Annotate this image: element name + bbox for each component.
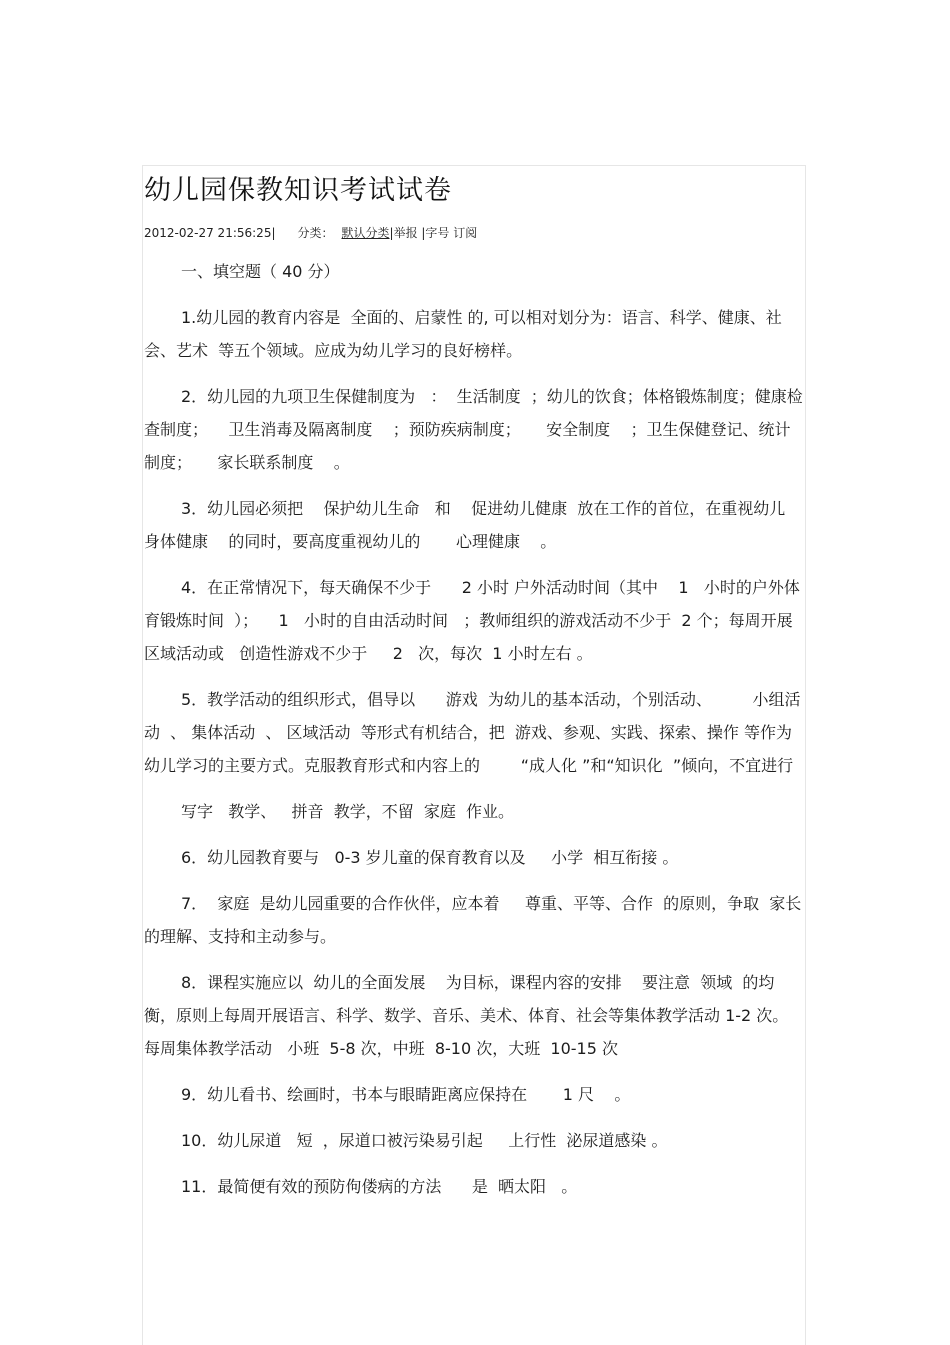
question-7: 7． 家庭 是幼儿园重要的合作伙伴，应本着 尊重、平等、合作 的原则，争取 家长 的理解、支持和主动参与。	[144, 894, 812, 946]
article-meta	[144, 224, 477, 241]
question-3: 3．幼儿园必须把 保护幼儿生命 和 促进幼儿健康 放在工作的首位，在重视幼儿 身体健康 的同时，要高度重视幼儿的 心理健康 。	[144, 499, 796, 551]
question-6: 6．幼儿园教育要与 0-3 岁儿童的保育教育以及 小学 相互衔接 。	[181, 848, 679, 867]
question-1: 1.幼儿园的教育内容是 全面的、启蒙性 的, 可以相对划分为：语言、科学、健康、社会、艺术 等五个领域。应成为幼儿学习的良好榜样。	[144, 308, 782, 360]
section-heading: 一、填空题（ 40 分）	[181, 262, 340, 281]
question-5: 5．教学活动的组织形式，倡导以 游戏 为幼儿的基本活动，个别活动、 小组活动 、 集体活动 、 区域活动 等形式有机结合，把 游戏、参观、实践、探索、操作 等作为幼儿学习的主要方式。克服教育形式和内容上的 “成人化 ”和“知识化 ”倾向，不宜进行	[144, 690, 801, 775]
category-label: 分类：	[297, 226, 334, 240]
article-title: 幼儿园保教知识考试试卷	[144, 175, 452, 206]
action-links[interactable]: |举报 |字号 订阅	[389, 226, 478, 240]
article-body	[144, 255, 812, 1216]
question-4: 4．在正常情况下，每天确保不少于 2 小时 户外活动时间（其中 1 小时的户外体育锻炼时间 ）； 1 小时的自由活动时间 ；教师组织的游戏活动不少于 2 个；每周开展区域活动或 创造性游戏不少于 2 次，每次 1 小时左右 。	[144, 578, 800, 663]
question-8: 8．课程实施应以 幼儿的全面发展 为目标，课程内容的安排 要注意 领域 的均衡，原则上每周开展语言、科学、数学、音乐、美术、体育、社会等集体教学活动 1-2 次。每周集体教学活动 小班 5-8 次，中班 8-10 次，大班 10-15 次	[144, 973, 789, 1058]
question-5-continued: 写字 教学、 拼音 教学，不留 家庭 作业。	[181, 802, 515, 821]
post-datetime: 2012-02-27 21:56:25|	[144, 226, 276, 240]
question-2: 2．幼儿园的九项卫生保健制度为 ： 生活制度 ；幼儿的饮食；体格锻炼制度；健康检查制度； 卫生消毒及隔离制度 ；预防疾病制度； 安全制度 ；卫生保健登记、统计制度； 家长联系制度 。	[144, 387, 803, 472]
question-11: 11．最简便有效的预防佝偻病的方法 是 晒太阳 。	[181, 1177, 578, 1196]
category-link[interactable]: 默认分类	[341, 226, 390, 240]
question-9: 9．幼儿看书、绘画时，书本与眼睛距离应保持在 1 尺 。	[181, 1085, 631, 1104]
question-10: 10．幼儿尿道 短 ，尿道口被污染易引起 上行性 泌尿道感染 。	[181, 1131, 668, 1150]
